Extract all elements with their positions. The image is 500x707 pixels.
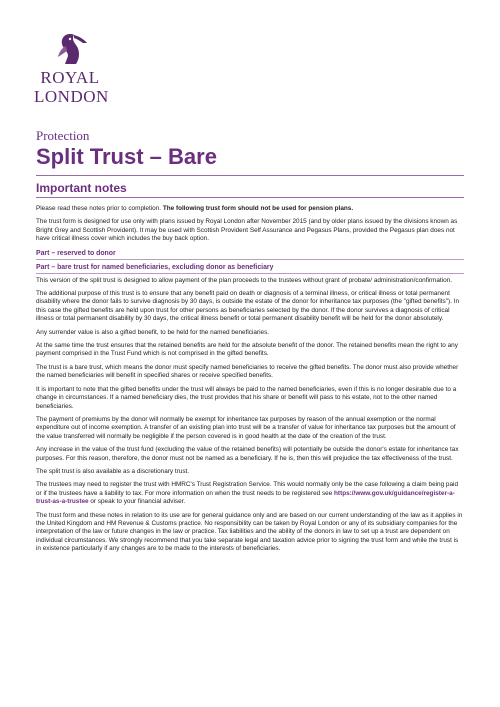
intro-paragraph	[36, 205, 464, 213]
divisions-paragraph: The trust form is designed for use only with plans issued by Royal London after November 2015 (and by older plans issued by the divisions known as Bright Grey and Scottish Provident). It may be used with Scottish Provident Self Assurance and Pegasus Plans, provided the Pegasus plan does not have critical illness cover which includes the buy back option.	[36, 218, 458, 243]
body-paragraph-1: This version of the split trust is designed to allow payment of the plan proceeds to the trustees without grant of probate/ administration/confirmation.	[36, 276, 452, 284]
page-title: Split Trust – Bare	[36, 144, 217, 169]
intro-warning: The following trust form should not be used for pension plans.	[162, 205, 354, 212]
logo-text-line1: ROYAL	[40, 68, 100, 87]
body-paragraph-2: The additional purpose of this trust is to ensure that any benefit paid on death or diagnosis of a terminal illness, or critical illness or total permanent disability where the donor fails to survive diagnosis by 30 days, is outside the estate of the donor for inheritance tax purposes (the "gifted benefits"). In this case the gifted benefits are held upon trust for other persons as beneficiaries selected by the donor. If the donor survives a diagnosis of critical illness or total permanent disability by 30 days, the critical illness benefit or total permanent disability benefit will be held for the donor absolutely.	[36, 290, 460, 323]
registration-text-end: or speak to your financial adviser.	[88, 498, 186, 506]
intro-text: Please read these notes prior to completion.	[36, 205, 162, 212]
registration-paragraph	[36, 481, 464, 506]
body-paragraph-8: Any increase in the value of the trust fund (excluding the value of the retained benefits) will potentially be outside the donor's estate for inheritance tax purposes. For this reason, therefore, the donor must not be named as a beneficiary. If he is, then this will prejudice the tax effectiveness of the trust.	[36, 446, 459, 462]
logo-text-line2: LONDON	[34, 87, 109, 106]
royal-london-logo	[34, 30, 109, 106]
reserved-part-heading: Part – reserved to donor	[36, 249, 116, 257]
body-paragraph-4: At the same time the trust ensures that the retained benefits are held for the absolute benefit of the donor. The retained benefits mean the right to any payment comprised in the Trust Fund which is not comprised in the gifted benefits.	[36, 342, 458, 358]
bare-trust-part-heading: Part – bare trust for named beneficiaries, excluding donor as beneficiary	[36, 263, 274, 271]
body-paragraph-5: The trust is a bare trust, which means the donor must specify named beneficiaries to receive the gifted benefits. The donor must also provide whether the named beneficiaries will benefit in specified shares or receive specified benefits.	[36, 363, 459, 380]
disclaimer-paragraph: The trust form and these notes in relation to its use are for general guidance only and are based on our current understanding of the law as it applies in the United Kingdom and HM Revenue & Customs practice. No responsibility can be taken by Royal London or any of its subsidiary companies for the interpretation of the law or future changes in the law or practice. Tax liabilities and the ability of the donors in law to set up a trust are dependent on individual circumstances. We strongly recommend that you take separate legal and taxation advice prior to signing the trust form and while the trust is in existence particularly if any changes are to be made to the interests of beneficiaries.	[36, 511, 463, 553]
registration-text: The trustees may need to register the trust with HMRC's Trust Registration Service. This would normally only be the case following a claim being paid or if the trustees have a liability to tax. For more information on when the trust needs to be registered see	[36, 481, 459, 497]
section-heading: Important notes	[36, 181, 127, 195]
pelican-icon	[50, 30, 90, 68]
body-paragraph-6: It is important to note that the gifted benefits under the trust will always be paid to the named beneficiaries, even if this is no longer desirable due to a change in circumstances. If a named beneficiary dies, the trust provides that his share or benefit will pass to his estate, not to the other named beneficiaries.	[36, 385, 457, 410]
body-paragraph-9: The split trust is also available as a discretionary trust.	[36, 467, 190, 475]
body-paragraph-7: The payment of premiums by the donor will normally be exempt for inheritance tax purposes by reason of the annual exemption or the normal expenditure out of income exemption. A transfer of an existing plan into trust will be a transfer of value for inheritance tax purposes but the amount of the value transferred will normally be negligible if the person covered is in good health at the date of the creation of the trust.	[36, 415, 456, 440]
divider	[36, 273, 464, 274]
body-paragraph-3: Any surrender value is also a gifted benefit, to be held for the named beneficiaries.	[36, 328, 270, 336]
section-divider	[36, 197, 464, 198]
hmrc-guidance-link[interactable]: https://www.gov.uk/guidance/register-a-trust-as-a-trustee	[36, 489, 455, 506]
notes-body	[36, 205, 464, 559]
title-divider	[36, 175, 464, 176]
category-label: Protection	[36, 128, 90, 143]
divider	[36, 259, 464, 260]
